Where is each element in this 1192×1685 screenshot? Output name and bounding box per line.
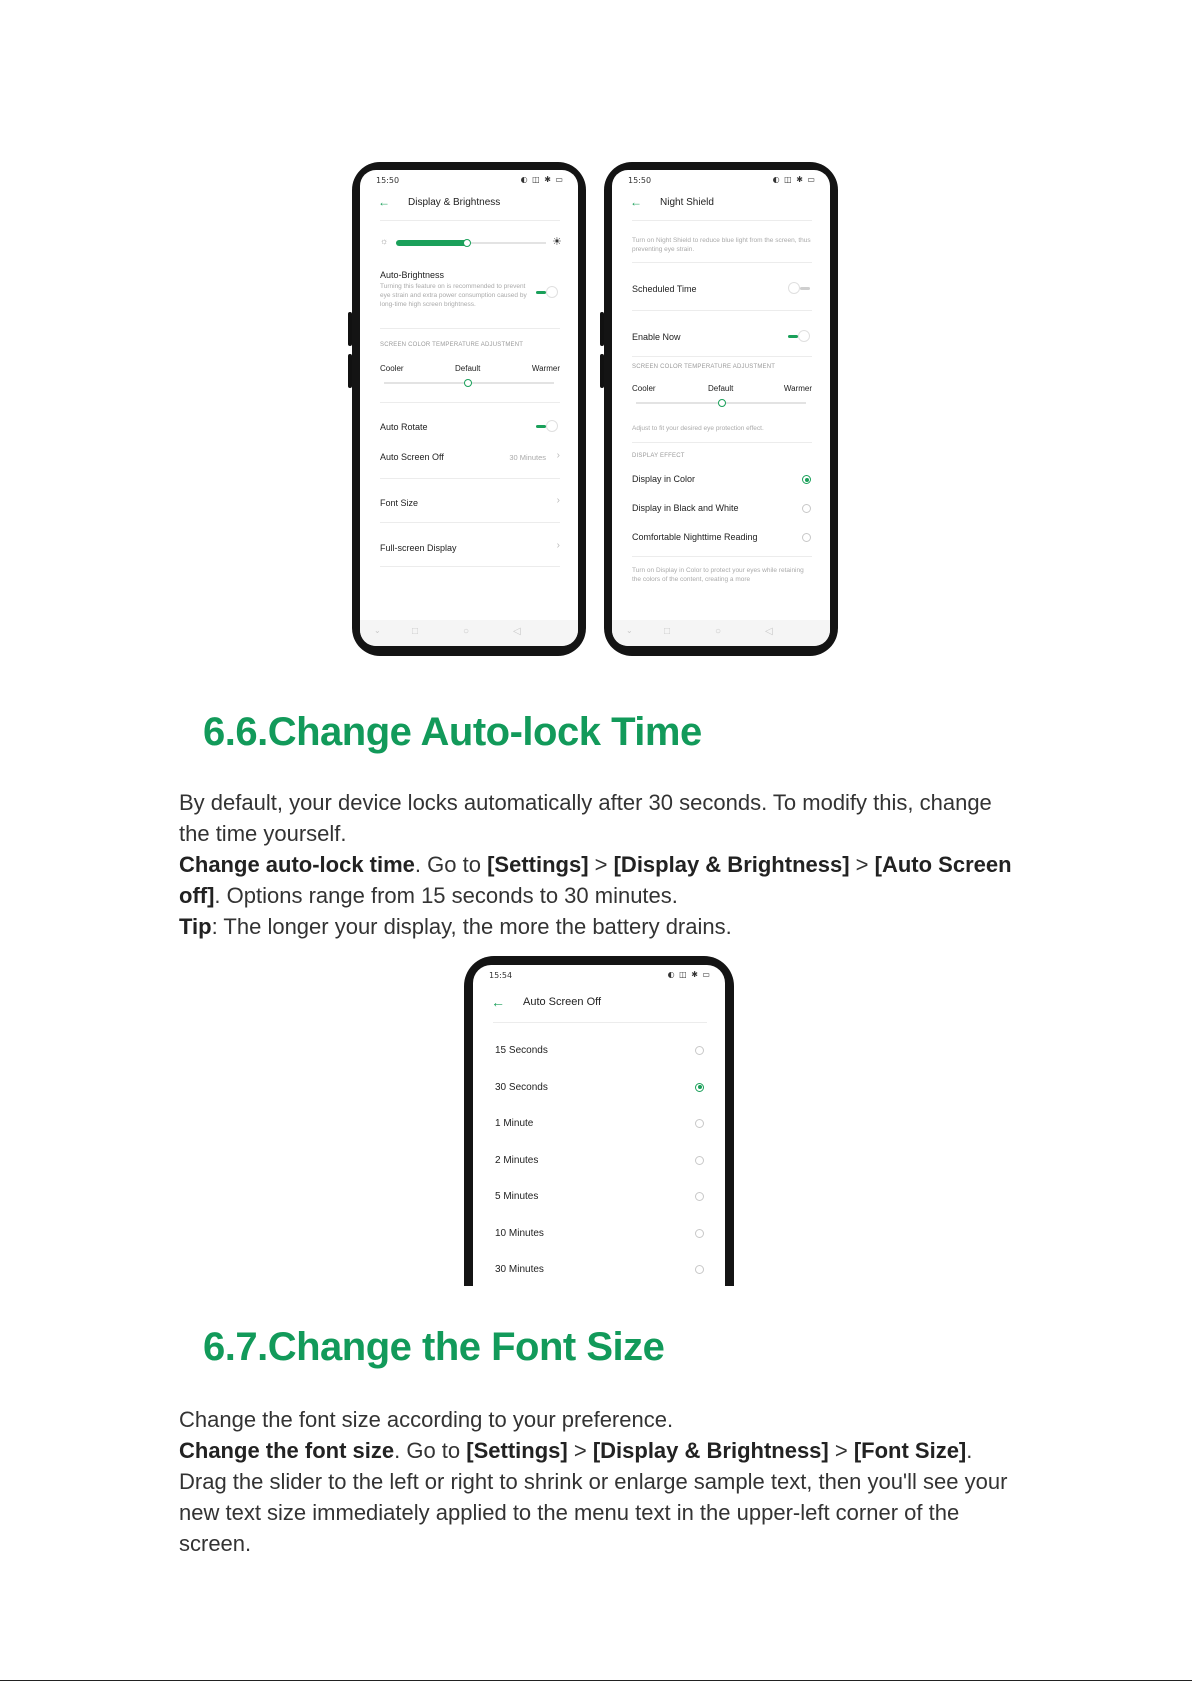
auto-rotate-toggle[interactable] <box>536 420 558 432</box>
auto-rotate-label[interactable]: Auto Rotate <box>380 422 428 432</box>
menu-settings: [Settings] <box>487 852 589 877</box>
phone-screen <box>473 965 725 1286</box>
back-icon[interactable]: ◁ <box>513 626 521 637</box>
option-label[interactable]: 5 Minutes <box>495 1191 539 1202</box>
divider <box>632 356 812 357</box>
phone-side-button <box>348 312 352 346</box>
recents-icon[interactable]: □ <box>412 626 419 637</box>
separator: > <box>828 1438 854 1463</box>
divider <box>632 556 812 557</box>
nav-bar <box>612 620 830 646</box>
phone-side-button <box>600 354 604 388</box>
enable-now-toggle[interactable] <box>788 330 810 342</box>
phone-side-button <box>600 312 604 346</box>
page-title: Auto Screen Off <box>523 996 602 1008</box>
section-6-7-intro: Change the font size according to your preference. <box>179 1407 674 1432</box>
step-go: . Go to <box>414 852 488 877</box>
chevron-right-icon[interactable]: › <box>556 495 560 506</box>
divider <box>632 442 812 443</box>
effect-footer: Turn on Display in Color to protect your eyes while retaining the colors of the content, creating a more <box>632 567 804 583</box>
status-icons: ◐ ◫ ✱ ▭ <box>667 970 711 979</box>
option-label[interactable]: 10 Minutes <box>495 1227 544 1239</box>
section-6-6-intro: By default, your device locks automatically after 30 seconds. To modify this, change the time yourself. <box>179 790 992 846</box>
divider <box>632 310 812 311</box>
divider <box>632 262 812 263</box>
auto-screen-off-label[interactable]: Auto Screen Off <box>380 452 444 462</box>
tip-label: Tip <box>179 914 212 939</box>
step-go: . Go to <box>394 1438 467 1463</box>
status-bar <box>473 965 725 985</box>
temp-slider-knob[interactable] <box>718 399 726 407</box>
effect-night-label[interactable]: Comfortable Nighttime Reading <box>632 532 758 542</box>
nav-bar <box>360 620 578 646</box>
divider <box>380 328 560 329</box>
page-header <box>473 991 725 1017</box>
option-label[interactable]: 15 Seconds <box>495 1045 548 1056</box>
radio-icon[interactable] <box>802 504 811 513</box>
chevron-down-icon[interactable]: ⌄ <box>374 626 381 635</box>
section-temp-title: SCREEN COLOR TEMPERATURE ADJUSTMENT <box>632 364 776 370</box>
status-bar <box>612 170 830 190</box>
radio-icon[interactable] <box>695 1119 704 1128</box>
temp-label-cooler: Cooler <box>380 364 404 373</box>
step-rest: . Drag the slider to the left or right to shrink or enlarge sample text, then you'll see your new text size immediately applied to the menu text in the upper-left corner of the screen. <box>179 1438 1008 1556</box>
phone-screen <box>612 170 830 646</box>
home-icon[interactable]: ○ <box>715 626 722 637</box>
status-time: 15:50 <box>376 176 400 185</box>
section-6-7-body <box>179 1404 1015 1559</box>
section-6-6-body <box>179 787 1015 942</box>
recents-icon[interactable]: □ <box>664 626 671 637</box>
status-icons: ◐ ◫ ✱ ▭ <box>520 175 564 184</box>
back-arrow-icon[interactable]: ← <box>378 195 390 209</box>
option-label[interactable]: 30 Seconds <box>495 1081 548 1093</box>
section-temp-title: SCREEN COLOR TEMPERATURE ADJUSTMENT <box>380 342 524 348</box>
section-heading-6-6: 6.6.Change Auto-lock Time <box>203 710 702 754</box>
night-shield-intro: Turn on Night Shield to reduce blue light from the screen, thus preventing eye strain. <box>632 237 811 253</box>
phone-night-shield <box>604 162 838 656</box>
section-effect-title: DISPLAY EFFECT <box>632 453 685 459</box>
menu-display: [Display & Brightness] <box>613 852 850 877</box>
radio-icon[interactable] <box>695 1083 704 1092</box>
back-arrow-icon[interactable]: ← <box>491 994 505 1010</box>
enable-now-label[interactable]: Enable Now <box>632 332 681 342</box>
phone-screen <box>360 170 578 646</box>
section-6-6-step <box>179 849 1015 911</box>
temp-label-default: Default <box>708 384 734 393</box>
section-heading-6-7: 6.7.Change the Font Size <box>203 1325 665 1369</box>
option-label[interactable]: 30 Minutes <box>495 1264 544 1275</box>
divider <box>632 220 812 221</box>
home-icon[interactable]: ○ <box>463 626 470 637</box>
status-time: 15:50 <box>628 176 652 185</box>
divider <box>380 566 560 567</box>
brightness-low-icon: ☼ <box>380 236 389 246</box>
separator: > <box>849 852 875 877</box>
menu-display: [Display & Brightness] <box>592 1438 829 1463</box>
step-title: Change auto-lock time <box>179 852 415 877</box>
auto-screen-off-value: 30 Minutes <box>509 453 546 462</box>
phone-auto-screen-off <box>464 956 734 1286</box>
menu-font-size: [Font Size] <box>853 1438 967 1463</box>
radio-icon[interactable] <box>695 1156 704 1165</box>
auto-brightness-toggle[interactable] <box>536 286 558 298</box>
radio-icon[interactable] <box>695 1192 704 1201</box>
divider <box>380 220 560 221</box>
status-icons: ◐ ◫ ✱ ▭ <box>772 175 816 184</box>
radio-icon[interactable] <box>802 533 811 542</box>
step-title: Change the font size <box>179 1438 395 1463</box>
section-6-7-step <box>179 1435 1015 1559</box>
divider <box>380 402 560 403</box>
page-title: Night Shield <box>660 197 714 208</box>
divider <box>380 478 560 479</box>
chevron-right-icon[interactable]: › <box>556 540 560 551</box>
brightness-slider-fill <box>396 240 467 246</box>
brightness-slider-track[interactable] <box>396 242 546 244</box>
page-header <box>360 192 578 218</box>
temp-hint: Adjust to fit your desired eye protection effect. <box>632 425 764 432</box>
phone-side-button <box>348 354 352 388</box>
phone-display-brightness <box>352 162 586 656</box>
effect-color-label[interactable]: Display in Color <box>632 474 696 484</box>
menu-settings: [Settings] <box>466 1438 568 1463</box>
full-screen-label[interactable]: Full-screen Display <box>380 543 457 553</box>
footer-rule <box>0 1680 1192 1681</box>
temp-label-cooler: Cooler <box>632 384 656 393</box>
tip-text: : The longer your display, the more the battery drains. <box>211 914 732 939</box>
scheduled-time-label[interactable]: Scheduled Time <box>632 284 697 294</box>
radio-icon[interactable] <box>695 1265 704 1274</box>
radio-icon[interactable] <box>695 1229 704 1238</box>
status-time: 15:54 <box>489 971 513 980</box>
radio-icon[interactable] <box>802 475 811 484</box>
font-size-label[interactable]: Font Size <box>380 498 419 508</box>
auto-brightness-row[interactable] <box>380 270 560 309</box>
temp-label-default: Default <box>455 364 481 373</box>
back-arrow-icon[interactable]: ← <box>630 195 642 209</box>
section-6-6-tip <box>179 911 1015 942</box>
auto-brightness-desc: Turning this feature on is recommended to prevent eye strain and extra power consumption caused by long-time high screen brightness. <box>380 283 527 308</box>
page-title: Display & Brightness <box>408 197 501 208</box>
divider <box>493 1022 707 1023</box>
separator: > <box>567 1438 593 1463</box>
temp-slider-knob[interactable] <box>464 379 472 387</box>
menu-auto-screen-off: [Auto Screen off] <box>179 852 1012 908</box>
effect-bw-label[interactable]: Display in Black and White <box>632 503 739 513</box>
auto-brightness-label: Auto-Brightness <box>380 270 445 280</box>
option-label[interactable]: 2 Minutes <box>495 1154 539 1166</box>
temp-label-warmer: Warmer <box>783 384 812 393</box>
chevron-right-icon[interactable]: › <box>556 450 560 461</box>
step-rest: . Options range from 15 seconds to 30 minutes. <box>214 883 678 908</box>
status-bar <box>360 170 578 190</box>
separator: > <box>588 852 614 877</box>
temp-label-warmer: Warmer <box>531 364 560 373</box>
page-header <box>612 192 830 218</box>
divider <box>380 522 560 523</box>
radio-icon[interactable] <box>695 1046 704 1055</box>
scheduled-time-toggle[interactable] <box>788 282 810 294</box>
back-icon[interactable]: ◁ <box>765 626 773 637</box>
brightness-high-icon: ☀ <box>552 236 562 248</box>
chevron-down-icon[interactable]: ⌄ <box>626 626 633 635</box>
option-label[interactable]: 1 Minute <box>495 1118 534 1129</box>
brightness-slider-knob[interactable] <box>463 239 471 247</box>
